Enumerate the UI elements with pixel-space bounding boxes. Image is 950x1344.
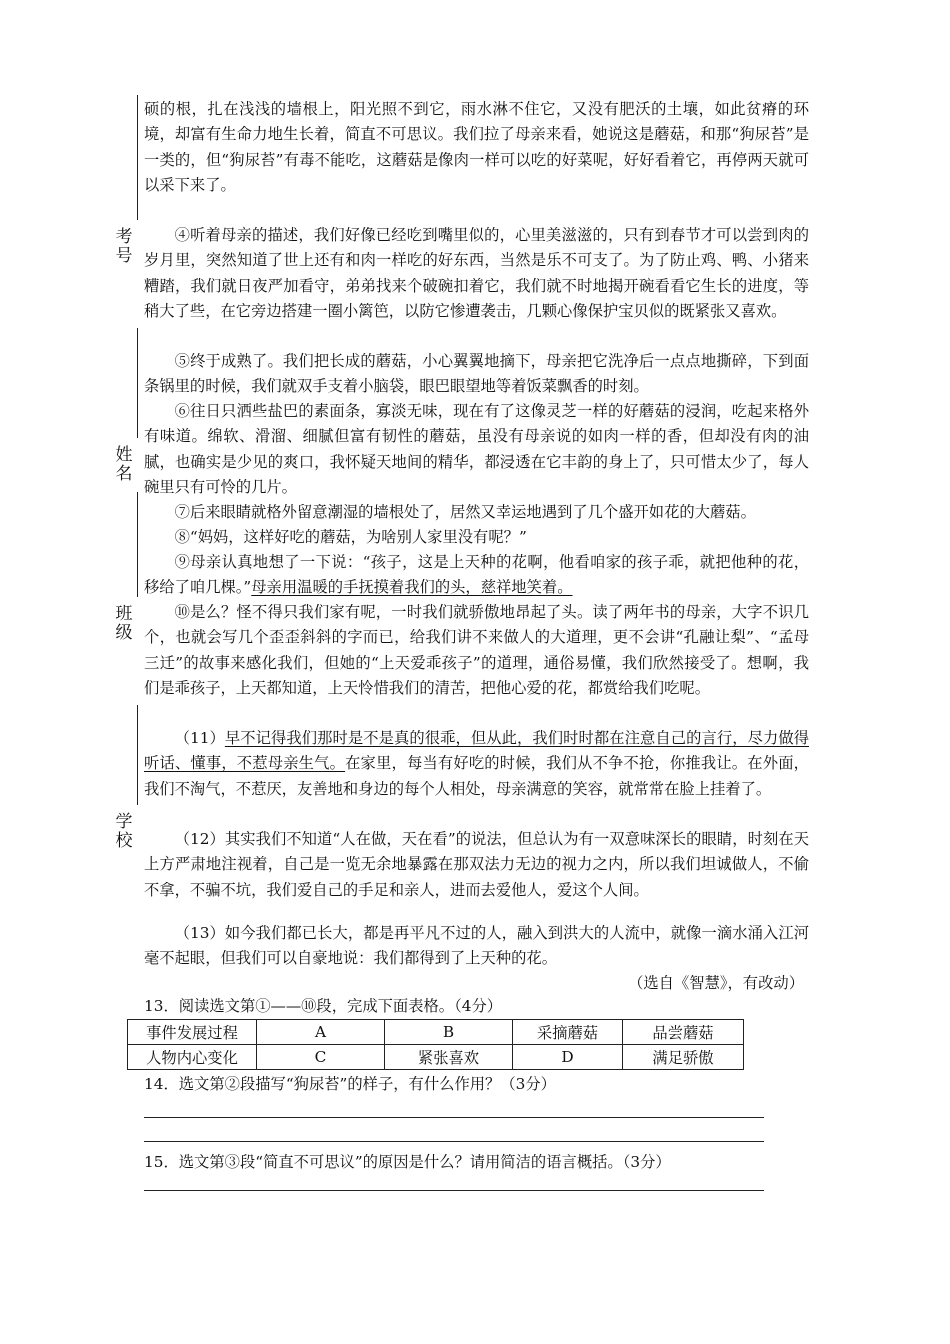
table-cell[interactable]: D (513, 1045, 623, 1070)
question-15: 15．选文第③段“简直不可思议”的原因是什么？请用简洁的语言概括。（3分） (144, 1153, 671, 1171)
question-13: 13．阅读选文第①——⑩段，完成下面表格。（4分） (144, 997, 503, 1015)
paragraph-12: （12）其实我们不知道“人在做，天在看”的说法，但总认为有一双意味深长的眼睛，时刻在天上方严肃地注视着，自己是一览无余地暴露在那双法力无边的视力之内，所以我们坦诚做人，不偷不拿，不骗不坑，我们爱自己的手足和亲人，进而去爱他人，爱这个人间。 (144, 830, 809, 899)
paragraph-11-text: 在家里，每当有好吃的时候，我们从不争不抢，你推我让。在外面，我们不淘气，不惹厌，友善地和身边的每个人相处，母亲满意的笑容，就常常在脸上挂着了。 (144, 754, 809, 798)
question-14: 14．选文第②段描写“狗尿苔”的样子，有什么作用？（3分） (144, 1075, 556, 1093)
table-cell[interactable]: B (385, 1020, 513, 1045)
table-cell: 满足骄傲 (623, 1045, 744, 1070)
paragraph-6: ⑥往日只洒些盐巴的素面条，寡淡无味，现在有了这像灵芝一样的好蘑菇的浸润，吃起来格外有味道。绵软、滑溜、细腻但富有韧性的蘑菇，虽没有母亲说的如肉一样的香，但却没有肉的油腻，也确实是少见的爽口，我怀疑天地间的精华，都浸透在它丰韵的身上了，只可惜太少了，每人碗里只有可怜的几片。 (144, 402, 809, 496)
source-citation: （选自《智慧》，有改动） (628, 974, 804, 992)
answer-line[interactable] (144, 1117, 764, 1118)
paragraph-7: ⑦后来眼睛就格外留意潮湿的墙根处了，居然又幸运地遇到了几个盛开如花的大蘑菇。 (174, 503, 756, 521)
paragraph-11-underlined: 早不记得我们那时是不是真的很乖，但从此，我们时时都在注意自己的言行，尽力做得听话、懂事，不惹母亲生气。 (144, 729, 809, 773)
paragraph-4: ④听着母亲的描述，我们好像已经吃到嘴里似的，心里美滋滋的，只有到春节才可以尝到肉的岁月里，突然知道了世上还有和肉一样吃的好东西，当然是乐不可支了。为了防止鸡、鸭、小猪来糟踏，我们就日夜严加看守，弟弟找来个破碗扣着它，我们就不时地揭开碗看看它生长的进度，等稍大了些，在它旁边搭建一圈小篱笆，以防它惨遭袭击，几颗心像保护宝贝似的既紧张又喜欢。 (144, 226, 809, 320)
table-cell[interactable]: A (257, 1020, 385, 1045)
table-cell[interactable]: C (257, 1045, 385, 1070)
binding-line-2 (137, 328, 138, 438)
paragraph-13: （13）如今我们都已长大，都是再平凡不过的人，融入到洪大的人流中，就像一滴水涌入江河毫不起眼，但我们可以自豪地说：我们都得到了上天种的花。 (144, 924, 809, 968)
table-cell: 事件发展过程 (128, 1020, 257, 1045)
table-row (128, 1020, 744, 1045)
paragraph-9-text: ⑨母亲认真地想了一下说：“孩子，这是上天种的花啊，他看咱家的孩子乖，就把他种的花，移给了咱几棵。” (144, 553, 809, 597)
binding-line-top (137, 95, 138, 220)
paragraph-11 (144, 726, 809, 802)
table-cell: 人物内心变化 (128, 1045, 257, 1070)
answer-line[interactable] (144, 1190, 764, 1191)
paragraph-9 (144, 550, 809, 601)
table-cell: 采摘蘑菇 (513, 1020, 623, 1045)
paragraph-9-underlined: 母亲用温暖的手抚摸着我们的头，慈祥地笑着。 (251, 578, 573, 597)
table-cell: 紧张喜欢 (385, 1045, 513, 1070)
paragraph-8: ⑧“妈妈，这样好吃的蘑菇，为啥别人家里没有呢？” (174, 528, 527, 546)
binding-line-3 (137, 492, 138, 597)
paragraph-10: ⑩是么？怪不得只我们家有呢，一时我们就骄傲地昂起了头。读了两年书的母亲，大字不识几个，也就会写几个歪歪斜斜的字而已，给我们讲不来做人的大道理，更不会讲“孔融让梨”、“孟母三迁”的故事来感化我们，但她的“上天爱乖孩子”的道理，通俗易懂，我们欣然接受了。想啊，我们是乖孩子，上天都知道，上天怜惜我们的清苦，把他心爱的花，都赏给我们吃呢。 (144, 603, 809, 697)
paragraph-3-cont: 硕的根，扎在浅浅的墙根上，阳光照不到它，雨水淋不住它，又没有肥沃的土壤，如此贫瘠的环境，却富有生命力地生长着，简直不可思议。我们拉了母亲来看，她说这是蘑菇，和那“狗尿苔”是一类的，但“狗尿苔”有毒不能吃，这蘑菇是像肉一样可以吃的好菜呢，好好看着它，再停两天就可以采下来了。 (144, 100, 809, 194)
answer-line[interactable] (144, 1141, 764, 1142)
table-cell: 品尝蘑菇 (623, 1020, 744, 1045)
label-xuexiao: 学校 (115, 812, 133, 851)
label-xingming: 姓名 (115, 445, 133, 484)
paragraph-11-number: （11） (174, 729, 225, 747)
label-banji: 班级 (115, 604, 133, 643)
paragraph-5: ⑤终于成熟了。我们把长成的蘑菇，小心翼翼地摘下，母亲把它洗净后一点点地撕碎，下到面条锅里的时候，我们就双手支着小脑袋，眼巴眼望地等着饭菜飘香的时刻。 (144, 352, 809, 396)
table-row (128, 1045, 744, 1070)
answer-table (127, 1019, 744, 1070)
label-kaohao: 考号 (115, 227, 133, 266)
binding-line-4 (137, 705, 138, 805)
